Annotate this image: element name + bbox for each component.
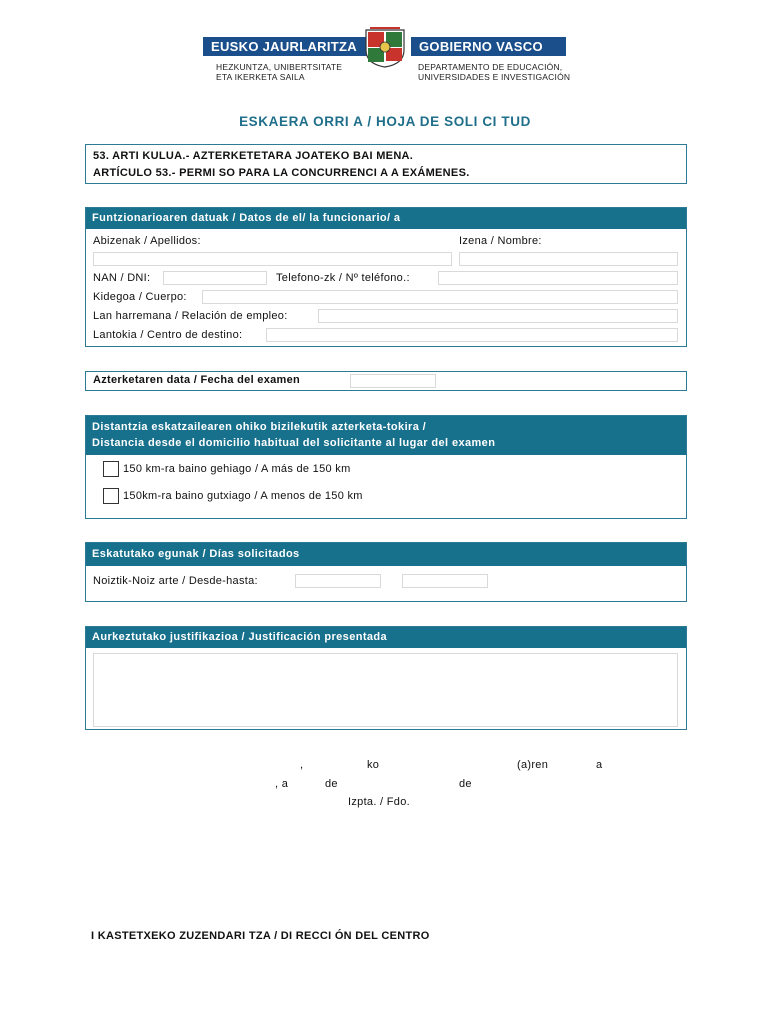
dept-spanish-line1: DEPARTAMENTO DE EDUCACIÓN, <box>418 62 563 72</box>
name-field[interactable] <box>459 252 678 266</box>
center-direction-label: I KASTETXEKO ZUZENDARI TZA / DI RECCI ÓN DEL CENTRO <box>91 930 430 942</box>
exam-date-section <box>85 371 687 391</box>
signature-de-2: de <box>459 778 472 790</box>
justification-section <box>85 626 687 730</box>
date-to-field[interactable] <box>402 574 488 588</box>
org-name-basque: EUSKO JAURLARITZA <box>203 37 367 56</box>
article-box <box>85 144 687 184</box>
official-data-heading: Funtzionarioaren datuak / Datos de el/ la funcionario/ a <box>86 208 686 229</box>
more-than-150km-label: 150 km-ra baino gehiago / A más de 150 km <box>123 463 351 475</box>
coat-of-arms-icon <box>362 26 408 68</box>
employment-field[interactable] <box>318 309 678 323</box>
distance-heading <box>86 416 686 455</box>
exam-date-label: Azterketaren data / Fecha del examen <box>93 374 301 386</box>
workplace-label: Lantokia / Centro de destino: <box>93 329 243 341</box>
distance-heading-line2: Distancia desde el domicilio habitual del solicitante al lugar del examen <box>92 437 496 449</box>
dni-field[interactable] <box>163 271 267 285</box>
official-data-section <box>85 207 687 347</box>
justification-heading: Aurkeztutako justifikazioa / Justificación presentada <box>86 627 686 648</box>
signature-comma-a: , a <box>275 778 289 790</box>
date-from-field[interactable] <box>295 574 381 588</box>
surname-field[interactable] <box>93 252 452 266</box>
article-spanish: ARTÍCULO 53.- PERMI SO PARA LA CONCURRENCI A A EXÁMENES. <box>93 167 470 179</box>
employment-label: Lan harremana / Relación de empleo: <box>93 310 288 322</box>
phone-label: Telefono-zk / Nº teléfono.: <box>276 272 410 284</box>
signature-a: a <box>596 759 603 771</box>
org-name-spanish: GOBIERNO VASCO <box>411 37 566 56</box>
surname-label: Abizenak / Apellidos: <box>93 235 201 247</box>
article-basque: 53. ARTI KULUA.- AZTERKETETARA JOATEKO BAI MENA. <box>93 150 414 162</box>
more-than-150km-checkbox[interactable] <box>103 461 119 477</box>
dept-basque-line1: HEZKUNTZA, UNIBERTSITATE <box>216 62 343 72</box>
body-label: Kidegoa / Cuerpo: <box>93 291 187 303</box>
form-title: ESKAERA ORRI A / HOJA DE SOLI CI TUD <box>239 114 531 129</box>
signed-label: Izpta. / Fdo. <box>348 796 410 808</box>
workplace-field[interactable] <box>266 328 678 342</box>
justification-textarea[interactable] <box>93 653 678 727</box>
distance-heading-line1: Distantzia eskatzailearen ohiko bizilekutik azterketa-tokira / <box>92 421 427 433</box>
less-than-150km-checkbox[interactable] <box>103 488 119 504</box>
signature-ko: ko <box>367 759 380 771</box>
requested-days-heading: Eskatutako egunak / Días solicitados <box>86 543 686 566</box>
signature-de-1: de <box>325 778 338 790</box>
less-than-150km-label: 150km-ra baino gutxiago / A menos de 150 km <box>123 490 363 502</box>
body-field[interactable] <box>202 290 678 304</box>
date-range-label: Noiztik-Noiz arte / Desde-hasta: <box>93 575 258 587</box>
dni-label: NAN / DNI: <box>93 272 151 284</box>
phone-field[interactable] <box>438 271 678 285</box>
dept-spanish-line2: UNIVERSIDADES E INVESTIGACIÓN <box>418 72 571 82</box>
distance-section <box>85 415 687 519</box>
requested-days-section <box>85 542 687 602</box>
exam-date-field[interactable] <box>350 374 436 388</box>
name-label: Izena / Nombre: <box>459 235 542 247</box>
signature-comma: , <box>300 759 304 771</box>
dept-basque-line2: ETA IKERKETA SAILA <box>216 72 305 82</box>
signature-aren: (a)ren <box>517 759 549 771</box>
